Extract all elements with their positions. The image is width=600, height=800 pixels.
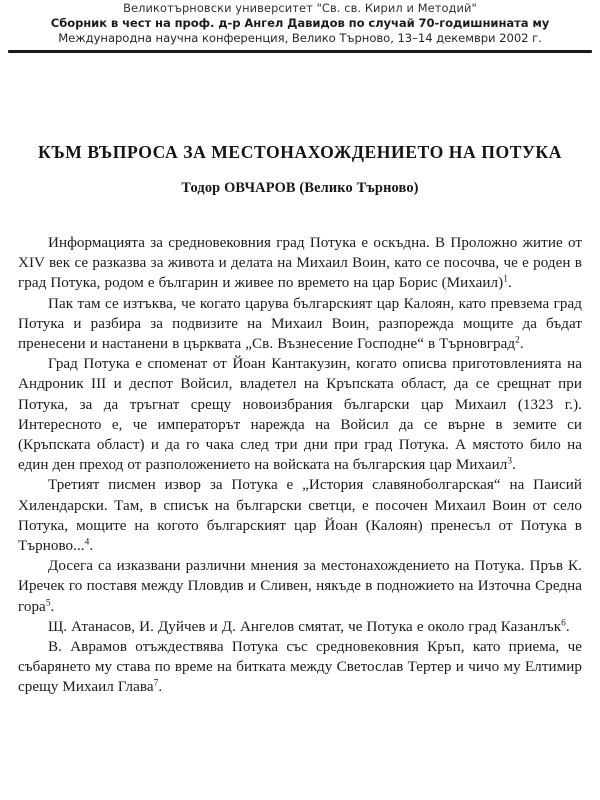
header-university-line: Великотърновски университет "Св. св. Кирил и Методий" (123, 1, 477, 15)
footnote-marker: 3 (507, 456, 513, 467)
paragraph: Щ. Атанасов, И. Дуйчев и Д. Ангелов смятат, че Потука е около град Казанлък$^6$. (48, 618, 570, 635)
footnote-marker: 6 (561, 618, 566, 629)
header-conference-line: Международна научна конференция, Велико Търново, 13–14 декември 2002 г. (58, 31, 542, 45)
paragraph: В. Аврамов отъждествява Потука със средновековния Кръп, като приема, че събарянето му става по време на битката между Светослав Тертер и чичо му Елтимир срещу Михаил Глава$^7$. (18, 639, 582, 696)
footnote-marker: 7 (153, 679, 159, 690)
article-body (18, 233, 582, 698)
footnote-marker: 2 (515, 335, 520, 346)
footnote-marker: 5 (45, 598, 51, 609)
header-divider-rule (8, 50, 592, 53)
paragraph: Пак там се изтъква, че когато царува българският цар Калоян, като превзема град Потука и разбира за подвизите на Михаил Воин, разпорежда мощите да бъдат пренесени и настанени в църквата „Св. Възнесение Господне“ в Търновград$^2$. (18, 295, 582, 353)
running-header (0, 0, 600, 53)
footnote-marker: 1 (503, 274, 508, 285)
article-author: Тодор ОВЧАРОВ (Велико Търново) (181, 180, 419, 196)
paragraph: Досега са изказвани различни мнения за местонахождението на Потука. Пръв К. Иречек го поставя между Пловдив и Сливен, някъде в подножието на Източна Средна гора$^5$. (18, 558, 582, 615)
header-volume-line: Сборник в чест на проф. д-р Ангел Давидов по случай 70-годишнината му (50, 16, 550, 30)
paragraph: Град Потука е споменат от Йоан Кантакузин, когато описва приготовленията на Андроник III и деспот Войсил, владетел на Кръпската област, да се срещнат при Потука, за да тръгнат срещу новоизбрания български цар Михаил (1323 г.). Интересното е, че императорът нарежда на Войсил да се върне в земите си (Кръпската област) и да го чака след три дни при град Потука. А мястото било на един ден преход от разположението на войската на българския цар Михаил$^3$. (18, 356, 582, 474)
paragraph: Третият писмен извор за Потука е „История славяноболгарская“ на Паисий Хилендарски. Там, в списък на български светци, е посочен Михаил Воин от село Потука, мощите на когото българският цар Йоан (Калоян) пренесъл от Потука в Търново...$^4$. (18, 477, 582, 555)
page-title: КЪМ ВЪПРОСА ЗА МЕСТОНАХОЖДЕНИЕТО НА ПОТУКА (37, 142, 562, 162)
article-title-block (0, 141, 600, 197)
footnote-marker: 4 (84, 537, 90, 548)
paragraph: Информацията за средновековния град Потука е оскъдна. В Проложно житие от XIV век се разказва за живота и делата на Михаил Воин, като се посочва, че е роден в град Потука, родом е българин и живее по времето на цар Борис (Михаил)$^1$. (18, 235, 582, 292)
